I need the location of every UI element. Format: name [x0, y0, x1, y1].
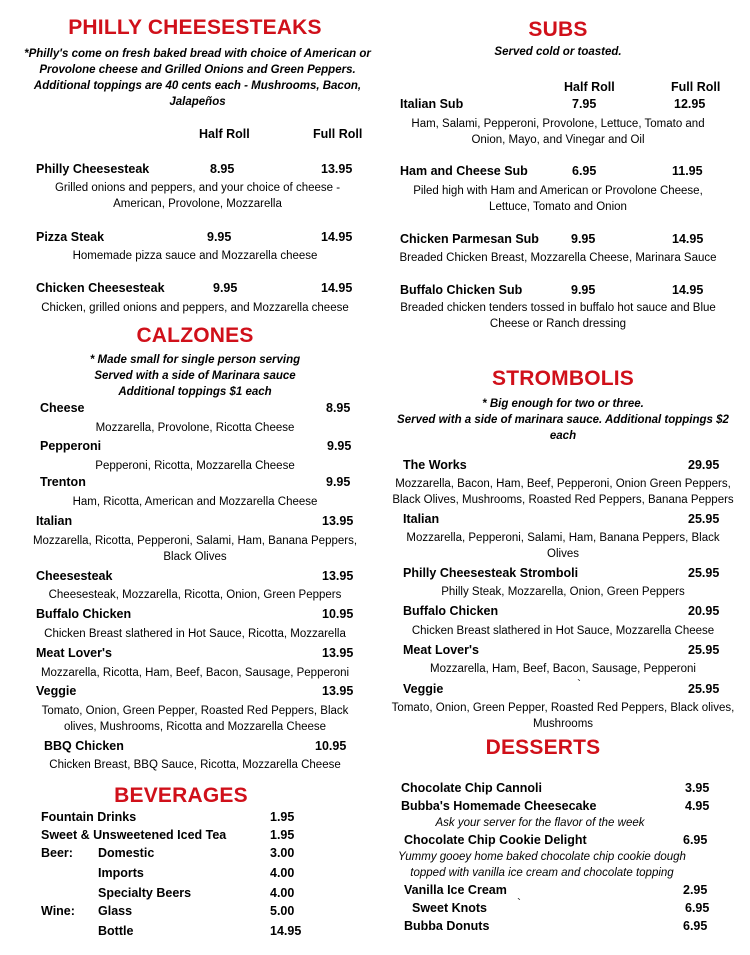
calzone-item-desc: Cheesesteak, Mozzarella, Ricotta, Onion, Green Peppers	[48, 589, 342, 601]
calzones-note-line: Additional toppings $1 each	[118, 386, 272, 398]
calzone-item-name: BBQ Chicken	[44, 739, 124, 753]
subs-title: SUBS	[528, 18, 588, 41]
strombolis-note-line: each	[549, 430, 577, 442]
beverage-price: 4.00	[270, 886, 295, 900]
stromboli-item-desc-line: Black Olives, Mushrooms, Roasted Red Peppers, Banana Peppers	[392, 494, 734, 506]
calzone-item-desc	[0, 703, 390, 735]
dessert-item-price: 2.95	[683, 883, 708, 897]
calzone-item-desc-line: olives, Mushrooms, Ricotta and Mozzarella Cheese	[63, 721, 327, 733]
dessert-item-name: Bubba Donuts	[404, 919, 490, 933]
sub-item-desc	[375, 183, 741, 215]
calzone-item-price: 13.95	[322, 514, 354, 528]
philly-item-desc	[10, 180, 385, 212]
philly-note-line: *Philly's come on fresh baked bread with choice of American or	[24, 48, 371, 60]
dessert-item-name: Sweet Knots	[412, 901, 488, 915]
dessert-item-name: Vanilla Ice Cream	[404, 883, 507, 897]
sub-item-half: 9.95	[571, 232, 596, 246]
stromboli-item-price: 25.95	[688, 682, 720, 696]
calzone-item-price: 8.95	[326, 401, 351, 415]
beverage-name: Specialty Beers	[98, 886, 192, 900]
beverage-name: Bottle	[98, 924, 134, 938]
stromboli-item-price: 25.95	[688, 643, 720, 657]
calzone-item-desc-line: Tomato, Onion, Green Pepper, Roasted Red Peppers, Black	[41, 705, 349, 717]
sub-item-desc: Breaded Chicken Breast, Mozzarella Cheese, Marinara Sauce	[399, 252, 717, 264]
stromboli-item-desc-line: Tomato, Onion, Green Pepper, Roasted Red Peppers, Black olives,	[391, 702, 735, 714]
subs-col-half: Half Roll	[564, 80, 615, 94]
calzone-item-name: Cheese	[40, 401, 85, 415]
strombolis-note-line: Served with a side of marinara sauce. Additional toppings $2	[397, 414, 729, 426]
beverages-title: BEVERAGES	[114, 784, 248, 807]
philly-note-line: Provolone cheese and Grilled Onions and Green Peppers.	[39, 64, 356, 76]
sub-item-desc-line: Piled high with Ham and American or Provolone Cheese,	[413, 185, 703, 197]
dessert-item-name: Bubba's Homemade Cheesecake	[401, 799, 597, 813]
beverage-name: Imports	[98, 866, 144, 880]
calzone-item-price: 9.95	[327, 439, 352, 453]
sub-item-desc-line: Breaded chicken tenders tossed in buffalo hot sauce and Blue	[400, 302, 716, 314]
stromboli-item-price: 25.95	[688, 512, 720, 526]
calzone-item-desc	[0, 533, 390, 565]
beverage-name: Glass	[98, 904, 133, 918]
stromboli-item-desc	[375, 476, 750, 508]
calzone-item-name: Pepperoni	[40, 439, 102, 453]
calzone-item-desc: Ham, Ricotta, American and Mozzarella Cheese	[72, 496, 318, 508]
philly-item-desc: Chicken, grilled onions and peppers, and Mozzarella cheese	[41, 302, 349, 314]
dessert-item-price: 4.95	[685, 799, 710, 813]
calzone-item-desc-line: Black Olives	[163, 551, 227, 563]
dessert-item-name: Chocolate Chip Cookie Delight	[404, 833, 587, 847]
sub-item-full: 11.95	[672, 164, 703, 178]
calzone-item-name: Italian	[36, 514, 73, 528]
sub-item-name: Buffalo Chicken Sub	[400, 283, 523, 297]
calzone-item-name: Meat Lover's	[36, 646, 112, 660]
philly-item-full: 14.95	[321, 230, 353, 244]
sub-item-desc-line: Lettuce, Tomato and Onion	[489, 201, 627, 213]
backtick-mark: `	[577, 677, 581, 691]
dessert-item-price: 6.95	[683, 919, 708, 933]
calzone-item-desc: Chicken Breast, BBQ Sauce, Ricotta, Mozzarella Cheese	[49, 759, 341, 771]
philly-item-full: 14.95	[321, 281, 353, 295]
philly-item-name: Chicken Cheesesteak	[36, 281, 165, 295]
stromboli-item-price: 29.95	[688, 458, 720, 472]
sub-item-half: 7.95	[572, 97, 597, 111]
philly-item-name: Philly Cheesesteak	[36, 162, 150, 176]
dessert-item-note-line: topped with vanilla ice cream and chocolate topping	[410, 867, 674, 879]
sub-item-desc-line: Cheese or Ranch dressing	[489, 318, 627, 330]
calzone-item-price: 9.95	[326, 475, 351, 489]
sub-item-half: 9.95	[571, 283, 596, 297]
sub-item-name: Chicken Parmesan Sub	[400, 232, 539, 246]
calzone-item-price: 13.95	[322, 646, 354, 660]
sub-item-half: 6.95	[572, 164, 597, 178]
philly-item-half: 9.95	[213, 281, 238, 295]
philly-item-desc: Homemade pizza sauce and Mozzarella cheese	[72, 250, 318, 262]
subs-note: Served cold or toasted.	[494, 46, 622, 58]
calzones-title: CALZONES	[136, 324, 254, 347]
stromboli-item-price: 20.95	[688, 604, 720, 618]
calzone-item-price: 13.95	[322, 684, 354, 698]
sub-item-full: 14.95	[672, 232, 704, 246]
philly-item-desc-line: American, Provolone, Mozzarella	[113, 198, 282, 210]
stromboli-item-name: Philly Cheesesteak Stromboli	[403, 566, 579, 580]
stromboli-item-desc-line: Mozzarella, Bacon, Ham, Beef, Pepperoni, Onion Green Peppers,	[395, 478, 731, 490]
stromboli-item-desc-line: Mozzarella, Pepperoni, Salami, Ham, Banana Peppers, Black	[406, 532, 720, 544]
stromboli-item-price: 25.95	[688, 566, 720, 580]
beverage-name: Fountain Drinks	[41, 810, 137, 824]
philly-note-line: Jalapeños	[169, 96, 226, 108]
stromboli-item-desc	[375, 700, 750, 732]
calzone-item-desc-line: Mozzarella, Ricotta, Pepperoni, Salami, Ham, Banana Peppers,	[32, 535, 358, 547]
philly-item-full: 13.95	[321, 162, 353, 176]
calzone-item-price: 10.95	[315, 739, 347, 753]
beverage-price: 1.95	[270, 810, 295, 824]
beverage-price: 1.95	[270, 828, 295, 842]
stromboli-item-desc-line: Mushrooms	[532, 718, 594, 730]
calzone-item-price: 10.95	[322, 607, 354, 621]
calzones-note-line: * Made small for single person serving	[89, 354, 301, 366]
sub-item-desc	[375, 300, 741, 332]
dessert-item-note	[375, 849, 709, 881]
stromboli-item-name: Veggie	[403, 682, 444, 696]
beverage-price: 14.95	[270, 924, 302, 938]
philly-title: PHILLY CHEESESTEAKS	[68, 16, 322, 39]
stromboli-item-desc	[375, 530, 750, 562]
beer-label: Beer:	[41, 846, 73, 860]
philly-note	[0, 46, 395, 110]
sub-item-desc-line: Onion, Mayo, and Vinegar and Oil	[471, 134, 645, 146]
calzone-item-desc: Chicken Breast slathered in Hot Sauce, Ricotta, Mozzarella	[44, 628, 346, 640]
calzone-item-name: Buffalo Chicken	[36, 607, 132, 621]
calzone-item-price: 13.95	[322, 569, 354, 583]
beverage-name: Sweet & Unsweetened Iced Tea	[41, 828, 227, 842]
philly-item-half: 8.95	[210, 162, 235, 176]
stromboli-item-name: The Works	[403, 458, 467, 472]
beverage-price: 5.00	[270, 904, 295, 918]
stromboli-item-name: Meat Lover's	[403, 643, 479, 657]
calzone-item-name: Trenton	[40, 475, 86, 489]
calzone-item-desc: Mozzarella, Ricotta, Ham, Beef, Bacon, Sausage, Pepperoni	[40, 667, 350, 679]
strombolis-note-line: * Big enough for two or three.	[482, 398, 644, 410]
sub-item-name: Ham and Cheese Sub	[400, 164, 528, 178]
dessert-item-price: 6.95	[683, 833, 708, 847]
beverage-price: 4.00	[270, 866, 295, 880]
dessert-item-note: Ask your server for the flavor of the week	[435, 817, 645, 829]
calzone-item-name: Veggie	[36, 684, 77, 698]
sub-item-full: 14.95	[672, 283, 704, 297]
strombolis-title: STROMBOLIS	[492, 367, 634, 390]
dessert-item-price: 3.95	[685, 781, 710, 795]
dessert-item-note-line: Yummy gooey home baked chocolate chip cookie dough	[398, 851, 686, 863]
sub-item-desc-line: Ham, Salami, Pepperoni, Provolone, Lettuce, Tomato and	[411, 118, 705, 130]
dessert-item-price: 6.95	[685, 901, 710, 915]
stromboli-item-desc: Chicken Breast slathered in Hot Sauce, Mozzarella Cheese	[411, 625, 715, 637]
calzones-note-line: Served with a side of Marinara sauce	[94, 370, 296, 382]
beverage-price: 3.00	[270, 846, 295, 860]
stromboli-item-desc: Mozzarella, Ham, Beef, Bacon, Sausage, Pepperoni	[430, 663, 696, 675]
calzone-item-desc: Mozzarella, Provolone, Ricotta Cheese	[95, 422, 295, 434]
desserts-title: DESSERTS	[485, 736, 601, 759]
philly-item-name: Pizza Steak	[36, 230, 105, 244]
philly-col-half: Half Roll	[199, 127, 250, 141]
philly-col-full: Full Roll	[313, 127, 363, 141]
beverage-name: Domestic	[98, 846, 155, 860]
calzone-item-desc: Pepperoni, Ricotta, Mozzarella Cheese	[95, 460, 295, 472]
calzones-note	[0, 352, 390, 400]
calzone-item-name: Cheesesteak	[36, 569, 113, 583]
backtick-mark: `	[517, 896, 521, 910]
sub-item-name: Italian Sub	[400, 97, 464, 111]
stromboli-item-desc: Philly Steak, Mozzarella, Onion, Green Peppers	[441, 586, 685, 598]
stromboli-item-desc-line: Olives	[547, 548, 579, 560]
sub-item-desc	[375, 116, 741, 148]
philly-note-line: Additional toppings are 40 cents each - Mushrooms, Bacon,	[33, 80, 362, 92]
strombolis-note	[375, 396, 750, 444]
stromboli-item-name: Buffalo Chicken	[403, 604, 499, 618]
philly-item-desc-line: Grilled onions and peppers, and your choice of cheese -	[54, 182, 341, 194]
sub-item-full: 12.95	[674, 97, 706, 111]
subs-col-full: Full Roll	[671, 80, 721, 94]
dessert-item-name: Chocolate Chip Cannoli	[401, 781, 542, 795]
philly-item-half: 9.95	[207, 230, 232, 244]
wine-label: Wine:	[41, 904, 75, 918]
stromboli-item-name: Italian	[403, 512, 440, 526]
